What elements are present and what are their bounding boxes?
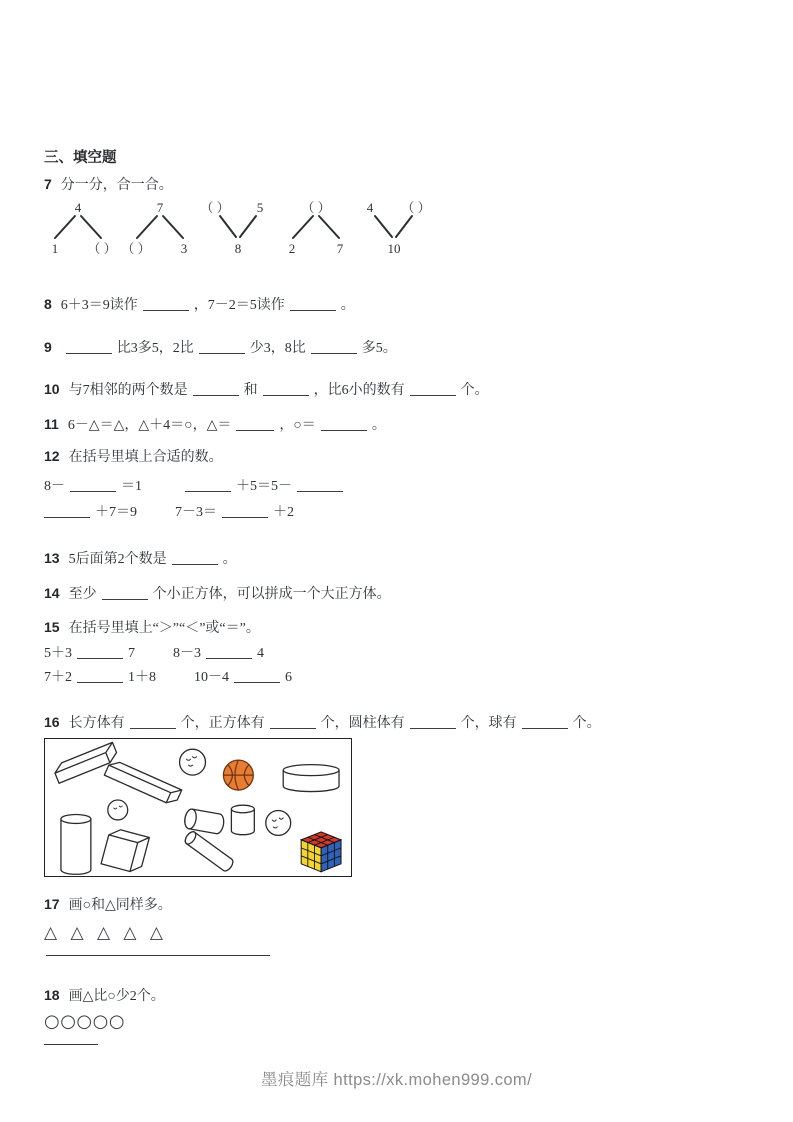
equation-text: 7－3＝ xyxy=(175,505,217,520)
question-text: 。 xyxy=(371,418,386,433)
answer-blank xyxy=(130,715,176,729)
question-text: 在括号里填上“＞”“＜”或“＝”。 xyxy=(68,621,260,636)
answer-blank xyxy=(172,551,218,565)
question-12 xyxy=(44,447,756,467)
equation-text: 7 xyxy=(128,646,135,661)
question-text: ，7－2＝5读作 xyxy=(193,298,285,313)
question-text: ，○＝ xyxy=(279,418,316,433)
bond-line xyxy=(319,216,339,238)
question-12-line-2 xyxy=(44,502,756,522)
answer-blank xyxy=(185,478,231,492)
question-number: 18 xyxy=(44,987,60,1003)
bond-left-value: 1 xyxy=(51,241,59,256)
number-bond-merge xyxy=(200,201,274,255)
site-footer: 墨痕题库 https://xk.mohen999.com/ xyxy=(260,1071,533,1089)
answer-blank xyxy=(321,417,367,431)
question-15-line-1 xyxy=(44,643,756,663)
question-10 xyxy=(44,380,756,400)
number-bond-split xyxy=(122,201,196,255)
cuboid-shape xyxy=(104,759,181,807)
number-bond-split xyxy=(278,201,352,255)
bond-line xyxy=(375,216,392,237)
bond-line xyxy=(55,216,75,238)
bond-left-value: 2 xyxy=(288,241,296,256)
question-text: 个，正方体有 xyxy=(180,716,265,731)
answer-blank xyxy=(44,504,90,518)
answer-blank xyxy=(66,340,112,354)
equation-text: ＋5＝5－ xyxy=(236,479,292,494)
equation-text: 8－3 xyxy=(173,646,201,661)
number-bond-merge xyxy=(356,201,434,255)
question-14 xyxy=(44,584,756,604)
answer-blank xyxy=(236,417,274,431)
equation-text: 6 xyxy=(285,670,292,685)
equation-text: ＝1 xyxy=(121,479,142,494)
bond-top-value: （ ） xyxy=(301,200,331,215)
answer-blank xyxy=(234,669,280,683)
bond-line xyxy=(137,216,157,238)
bond-line xyxy=(293,216,313,238)
question-number: 9 xyxy=(44,339,52,355)
question-text: 个。 xyxy=(572,716,601,731)
question-number: 17 xyxy=(44,896,60,912)
question-12-line-1 xyxy=(44,476,756,496)
ball-shape xyxy=(266,810,291,835)
answer-blank xyxy=(410,382,456,396)
bond-line xyxy=(240,216,256,237)
question-number: 14 xyxy=(44,585,60,601)
answer-blank xyxy=(77,645,123,659)
triangle-row: △ △ △ △ △ xyxy=(44,923,167,943)
question-number: 15 xyxy=(44,619,60,635)
section-title: 三、填空题 xyxy=(44,150,117,166)
bond-right-value: 3 xyxy=(180,241,188,256)
question-text: 个小正方体，可以拼成一个大正方体。 xyxy=(152,587,391,602)
ball-shape xyxy=(108,800,128,820)
equation-text: ＋2 xyxy=(273,505,294,520)
answer-blank xyxy=(102,586,148,600)
question-text: 。 xyxy=(340,298,355,313)
question-text: 画○和△同样多。 xyxy=(68,898,172,913)
cylinder-shape xyxy=(183,830,235,873)
question-text: 6－△＝△，△＋4＝○，△＝ xyxy=(67,418,232,433)
question-text: 多5。 xyxy=(361,341,397,356)
answer-line xyxy=(44,1043,98,1045)
answer-blank xyxy=(290,297,336,311)
question-number: 16 xyxy=(44,714,60,730)
bond-top-value: 7 xyxy=(156,200,164,215)
number-bonds-row xyxy=(44,201,756,255)
answer-blank xyxy=(193,382,239,396)
bond-right-value: 5 xyxy=(256,200,264,215)
equation-text: 10－4 xyxy=(194,670,229,685)
question-text: 画△比○少2个。 xyxy=(68,989,165,1004)
question-text: 在括号里填上合适的数。 xyxy=(68,450,223,465)
bond-bottom-value: 8 xyxy=(234,241,242,256)
cylinder-shape xyxy=(283,765,339,792)
answer-blank xyxy=(70,478,116,492)
answer-blank xyxy=(270,715,316,729)
question-text: ，比6小的数有 xyxy=(313,383,405,398)
question-8 xyxy=(44,295,756,315)
answer-blank xyxy=(199,340,245,354)
equation-text: ＋7＝9 xyxy=(95,505,137,520)
bond-left-value: 4 xyxy=(366,200,374,215)
question-text: 比3多5，2比 xyxy=(116,341,194,356)
bond-left-value: （ ） xyxy=(200,200,230,215)
answer-line xyxy=(46,954,270,956)
question-18 xyxy=(44,986,756,1006)
question-text: 与7相邻的两个数是 xyxy=(68,383,188,398)
bond-right-value: 7 xyxy=(336,241,344,256)
answer-blank xyxy=(206,645,252,659)
bond-line xyxy=(81,216,101,238)
shapes-picture-box xyxy=(44,738,352,877)
bond-line xyxy=(220,216,236,237)
equation-text: 4 xyxy=(257,646,264,661)
basketball-shape xyxy=(223,760,253,790)
circle-row: ○○○○○ xyxy=(44,1011,126,1032)
answer-blank xyxy=(410,715,456,729)
question-7 xyxy=(44,175,756,195)
bond-right-value: （ ） xyxy=(87,241,117,256)
cylinder-shape xyxy=(61,814,91,874)
bond-left-value: （ ） xyxy=(121,241,151,256)
bond-line xyxy=(163,216,183,238)
bond-line xyxy=(396,216,412,237)
equation-text: 8－ xyxy=(44,479,65,494)
question-text: 个，球有 xyxy=(460,716,517,731)
question-number: 11 xyxy=(44,416,59,432)
answer-blank xyxy=(143,297,189,311)
question-text: 少3，8比 xyxy=(249,341,306,356)
bond-bottom-value: 10 xyxy=(387,241,401,256)
equation-text: 5＋3 xyxy=(44,646,72,661)
cube-shape xyxy=(101,827,149,874)
bond-right-value: （ ） xyxy=(401,200,431,215)
question-15-line-2 xyxy=(44,667,756,687)
question-text: 个，圆柱体有 xyxy=(320,716,405,731)
cylinder-shape xyxy=(231,805,254,835)
bond-top-value: 4 xyxy=(74,200,82,215)
question-text: 6＋3＝9读作 xyxy=(60,298,138,313)
worksheet-content xyxy=(44,149,756,1045)
answer-blank xyxy=(311,340,357,354)
answer-blank xyxy=(522,715,568,729)
equation-text: 7＋2 xyxy=(44,670,72,685)
shapes-illustration xyxy=(45,739,350,875)
answer-blank xyxy=(263,382,309,396)
answer-blank xyxy=(77,669,123,683)
cylinder-shape xyxy=(183,808,225,834)
answer-blank xyxy=(222,504,268,518)
question-text: 和 xyxy=(243,383,258,398)
question-text: 分一分，合一合。 xyxy=(60,178,173,193)
question-11 xyxy=(44,415,756,435)
question-text: 至少 xyxy=(68,587,97,602)
question-9 xyxy=(44,338,756,358)
question-text: 。 xyxy=(222,552,237,567)
question-text: 个。 xyxy=(460,383,489,398)
number-bond-split xyxy=(44,201,118,255)
answer-blank xyxy=(297,478,343,492)
question-number: 13 xyxy=(44,550,60,566)
question-17 xyxy=(44,895,756,915)
question-number: 7 xyxy=(44,176,52,192)
question-text: 长方体有 xyxy=(68,716,125,731)
ball-shape xyxy=(180,749,206,775)
question-15 xyxy=(44,618,756,638)
question-number: 12 xyxy=(44,448,60,464)
question-16 xyxy=(44,713,756,733)
rubiks-cube-shape xyxy=(301,832,341,872)
question-13 xyxy=(44,549,756,569)
equation-text: 1＋8 xyxy=(128,670,156,685)
question-text: 5后面第2个数是 xyxy=(68,552,167,567)
question-number: 8 xyxy=(44,296,52,312)
question-number: 10 xyxy=(44,381,60,397)
